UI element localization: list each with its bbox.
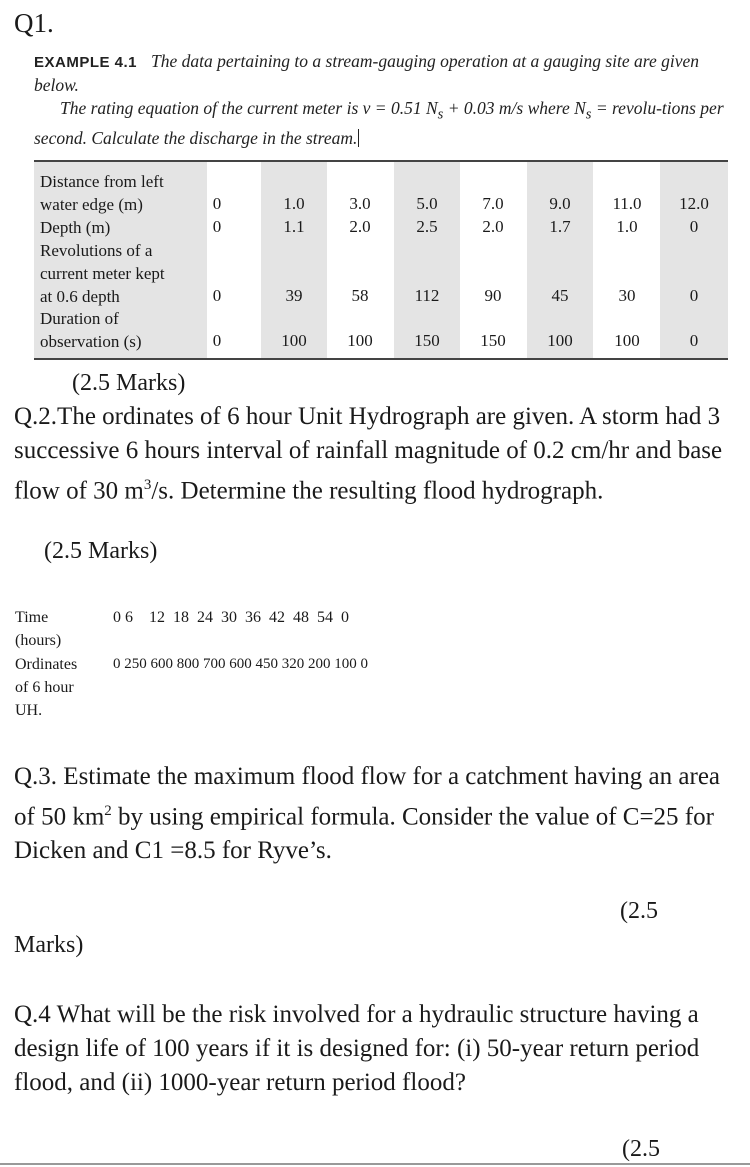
table-cell-revolutions: 39 — [285, 286, 303, 305]
table-cell-depth: 1.7 — [549, 217, 571, 236]
row-label-line: Distance from left — [40, 172, 164, 191]
q3-marks-a: (2.5 — [620, 898, 658, 924]
table-cell-duration: 0 — [212, 331, 222, 350]
table-cell-distance: 5.0 — [416, 194, 438, 213]
text-cursor — [358, 129, 359, 147]
table-cell-revolutions: 0 — [212, 286, 222, 305]
row-label-line: at 0.6 depth — [40, 287, 120, 306]
table-cell-depth: 0 — [689, 217, 699, 236]
gauging-data-table — [34, 160, 728, 360]
table-shade-col — [261, 162, 327, 358]
table-cell-duration: 100 — [281, 331, 307, 350]
row-label-duration — [40, 307, 210, 353]
table-cell-distance: 12.0 — [679, 194, 709, 213]
row-label-depth: Depth (m) — [40, 218, 111, 237]
q3-marks-b: Marks) — [14, 932, 84, 958]
rating-equation-b: + 0.03 m/s where N — [443, 98, 586, 118]
q3-text-b: by using empirical formula. Consider the value of C=25 for Dicken and C1 =8.5 for Ryve’s. — [14, 803, 714, 865]
example-intro: The data pertaining to a stream-gauging operation at a gauging site are given below. — [34, 51, 699, 95]
q1-marks: (2.5 Marks) — [72, 370, 186, 396]
row-label-line: Duration of — [40, 309, 119, 328]
q3-text-a: Q.3. Estimate the maximum flood flow for a catchment having an area of 50 km — [14, 763, 721, 831]
example-text-block — [34, 50, 734, 150]
uh-time-values: 0 6 12 18 24 30 36 42 48 54 0 — [113, 609, 349, 626]
table-cell-distance: 9.0 — [549, 194, 571, 213]
table-cell-distance: 11.0 — [612, 194, 642, 213]
table-cell-depth: 2.0 — [482, 217, 504, 236]
table-cell-depth: 2.5 — [416, 217, 438, 236]
rating-sub-1: s — [437, 106, 444, 123]
table-cell-revolutions: 58 — [351, 286, 369, 305]
q2-marks: (2.5 Marks) — [44, 538, 158, 564]
q2-text-a: Q.2.The ordinates of 6 hour Unit Hydrograph are given. A storm had 3 successive 6 hours interval of rainfall magnitude of 0.2 cm/hr and base flow of 30 m — [14, 403, 723, 505]
table-cell-duration: 150 — [414, 331, 440, 350]
uh-ordinate-label — [15, 653, 110, 722]
q3-sup: 2 — [104, 803, 112, 819]
table-cell-duration: 100 — [547, 331, 573, 350]
row-label-distance — [40, 170, 210, 216]
table-shade-col — [527, 162, 593, 358]
table-cell-depth: 2.0 — [349, 217, 371, 236]
row-label-line: water edge (m) — [40, 195, 143, 214]
example-label: EXAMPLE 4.1 — [34, 54, 138, 71]
table-cell-revolutions: 30 — [618, 286, 636, 305]
rating-sub-2: s — [585, 106, 592, 123]
table-cell-depth: 0 — [212, 217, 222, 236]
uh-label-line: UH. — [15, 702, 43, 719]
rating-equation-a: The rating equation of the current meter is v = 0.51 N — [60, 98, 438, 118]
table-cell-distance: 0 — [212, 194, 222, 213]
row-label-line: Revolutions of a — [40, 241, 153, 260]
uh-time-label — [15, 606, 110, 652]
table-cell-distance: 7.0 — [482, 194, 504, 213]
q3-text — [14, 760, 734, 868]
rating-equation-c: = revolu-tions per second. Calculate the discharge in the stream. — [34, 98, 724, 148]
table-cell-duration: 100 — [614, 331, 640, 350]
uh-ordinate-values: 0 250 600 800 700 600 450 320 200 100 0 — [113, 656, 368, 672]
table-shade-col — [394, 162, 460, 358]
table-cell-revolutions: 90 — [484, 286, 502, 305]
q2-sup: 3 — [143, 477, 152, 493]
q2-text — [14, 400, 750, 508]
bottom-divider — [0, 1163, 750, 1165]
table-cell-depth: 1.0 — [616, 217, 638, 236]
table-cell-depth: 1.1 — [283, 217, 305, 236]
q4-text: Q.4 What will be the risk involved for a hydraulic structure having a design life of 100 years if it is designed for: (i) 50-year return period flood, and (ii) 1000-year return period flood? — [14, 1001, 700, 1096]
table-cell-duration: 150 — [480, 331, 506, 350]
row-label-line: observation (s) — [40, 332, 142, 351]
table-cell-revolutions: 0 — [689, 286, 699, 305]
q4-marks-a: (2.5 — [622, 1136, 660, 1162]
uh-label-line: of 6 hour — [15, 679, 74, 696]
table-cell-revolutions: 112 — [414, 286, 440, 305]
table-cell-distance: 3.0 — [349, 194, 371, 213]
table-cell-duration: 100 — [347, 331, 373, 350]
table-cell-revolutions: 45 — [551, 286, 569, 305]
table-shade-col — [660, 162, 728, 358]
q1-heading: Q1. — [14, 8, 54, 38]
uh-label-line: (hours) — [15, 632, 62, 649]
uh-label-line: Ordinates — [15, 656, 78, 673]
table-cell-distance: 1.0 — [283, 194, 305, 213]
row-label-line: current meter kept — [40, 264, 165, 283]
row-label-revolutions — [40, 239, 210, 308]
uh-label-line: Time — [15, 609, 49, 626]
table-cell-duration: 0 — [689, 331, 699, 350]
q2-text-b: /s. Determine the resulting flood hydrograph. — [151, 477, 604, 505]
